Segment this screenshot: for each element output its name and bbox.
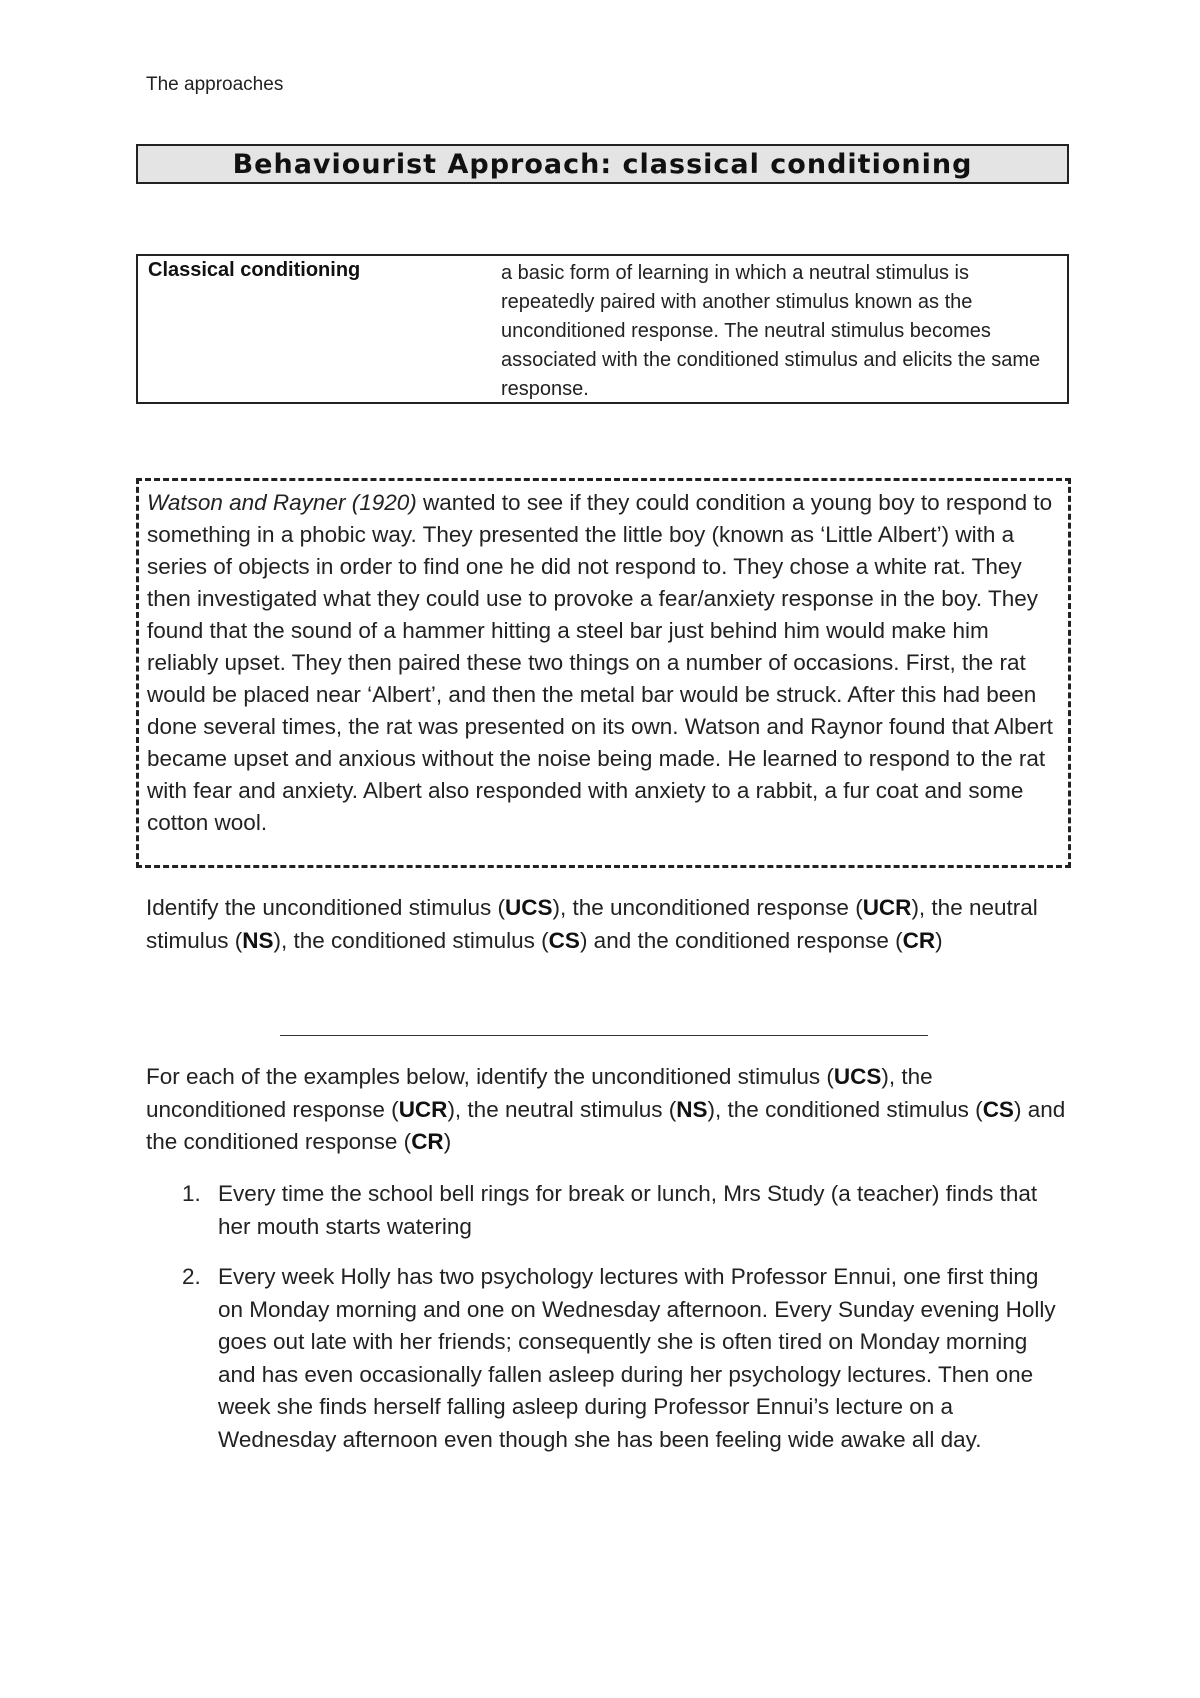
term-cs: CS [982, 1096, 1014, 1122]
term-ucr: UCR [862, 895, 912, 920]
page-title: Behaviourist Approach: classical conditioning [232, 148, 973, 180]
term-cr: CR [902, 927, 936, 953]
instruction-text: ), the neutral stimulus ( [447, 1096, 677, 1122]
instruction-text: ), the conditioned stimulus ( [707, 1096, 983, 1122]
list-item-text: Every week Holly has two psychology lectures with Professor Ennui, one first thing on Monday morning and one on Wednesday afternoon. Every Sunday evening Holly goes out late with her friends; consequently she is often tired on Monday morning and has even occasionally fallen asleep during her psychology lectures. Then one week she finds herself falling asleep during Professor Ennui’s lecture on a Wednesday afternoon even though she has been feeling wide awake all day. [218, 1264, 1056, 1452]
examples-list [146, 1178, 1066, 1474]
list-item-number: 2. [182, 1264, 201, 1289]
term-ucr: UCR [398, 1096, 448, 1122]
instruction-text: ) [443, 1129, 452, 1154]
term-cs: CS [548, 927, 580, 953]
instruction-text: ), the unconditioned response ( [146, 1064, 933, 1122]
instruction-text: ) and the conditioned response ( [146, 1096, 1066, 1154]
term-ucs: UCS [833, 1064, 882, 1089]
instruction-text: ), the neutral stimulus ( [146, 895, 1038, 953]
answer-line [280, 1035, 928, 1036]
instruction-text: For each of the examples below, identify the unconditioned stimulus ( [146, 1064, 834, 1089]
running-header: The approaches [146, 74, 284, 95]
term-cr: CR [411, 1129, 444, 1154]
instruction-text: Identify the unconditioned stimulus ( [146, 895, 505, 920]
list-item-text: Every time the school bell rings for break or lunch, Mrs Study (a teacher) finds that her mouth starts watering [218, 1181, 1038, 1239]
instruction-identify [146, 892, 1066, 957]
study-text: wanted to see if they could condition a young boy to respond to something in a phobic way. They presented the little boy (known as ‘Little Albert’) with a series of objects in order to find one he did not respond to. They chose a white rat. They then investigated what they could use to provoke a fear/anxiety response in the boy. They found that the sound of a hammer hitting a steel bar just behind him would make him reliably upset. They then paired these two things on a number of occasions. First, the rat would be placed near ‘Albert’, and then the metal bar would be struck. After this had been done several times, the rat was presented on its own. Watson and Raynor found that Albert became upset and anxious without the noise being made. He learned to respond to the rat with fear and anxiety. Albert also responded with anxiety to a rabbit, a fur coat and some cotton wool. [147, 490, 1053, 835]
definition-text: a basic form of learning in which a neutral stimulus is repeatedly paired with another stimulus known as the unconditioned response. The neutral stimulus becomes associated with the conditioned stimulus and elicits the same response. [501, 262, 1041, 400]
instruction-text: ), the conditioned stimulus ( [273, 927, 549, 953]
term-ns: NS [242, 927, 274, 953]
list-item-number: 1. [182, 1181, 201, 1206]
list-item [146, 1261, 1066, 1456]
term-ns: NS [676, 1096, 708, 1122]
term-ucs: UCS [504, 895, 553, 920]
study-citation: Watson and Rayner (1920) [147, 490, 417, 515]
definition-term: Classical conditioning [148, 259, 361, 281]
instruction-text: ), the unconditioned response ( [552, 895, 863, 920]
instruction-text: ) [935, 927, 943, 953]
study-description-box [136, 478, 1071, 868]
title-box [136, 144, 1069, 184]
definition-table [136, 254, 1069, 404]
instruction-examples [146, 1061, 1066, 1159]
list-item [146, 1178, 1066, 1243]
instruction-text: ) and the conditioned response ( [579, 927, 903, 953]
